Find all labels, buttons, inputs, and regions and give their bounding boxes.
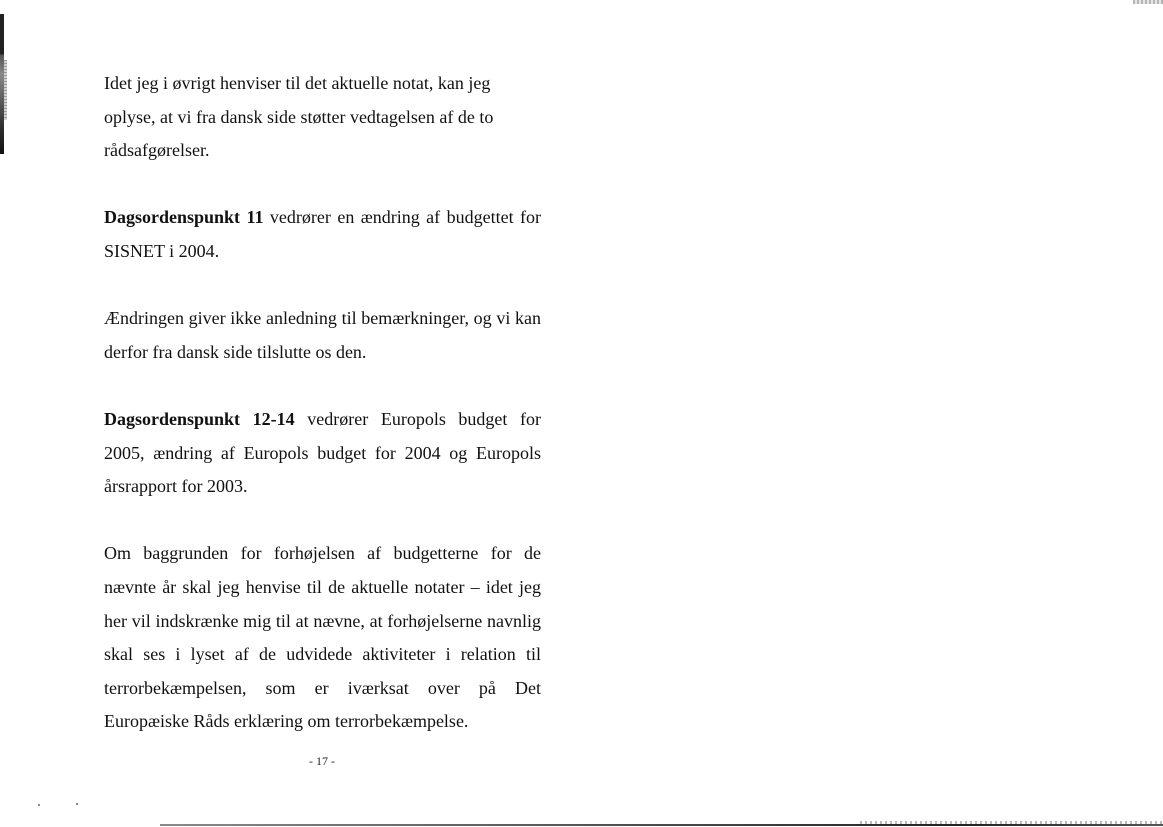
scan-bottom-line [160,824,1163,826]
paragraph-gap [104,369,541,403]
paragraph [104,201,541,268]
paragraph-text: Idet jeg i øvrigt henviser til det aktuelle notat, kan jeg oplyse, at vi fra dansk side støtter vedtagelsen af de to rådsafgørelser. [104,73,494,161]
paragraph [104,67,541,168]
page-number: - 17 - [309,754,335,768]
scan-corner-noise [1133,0,1163,4]
scan-speck [38,804,40,806]
paragraph-text: Ændringen giver ikke anledning til bemærkninger, og vi kan derfor fra dansk side tilslutte os den. [104,308,541,362]
agenda-item-label: Dagsordenspunkt 12-14 [104,408,295,429]
paragraph-gap [104,504,541,538]
scan-speck [76,803,78,805]
document-body [104,67,541,739]
agenda-item-label: Dagsordenspunkt 11 [104,207,264,228]
scan-bottom-noise [860,821,1163,824]
paragraph [104,302,541,369]
paragraph-text: vedrører Europols budget for 2005, ændring af Europols budget for 2004 og Europols årsrapport for 2003. [104,408,542,497]
paragraph [104,403,541,504]
paragraph-gap [104,168,541,202]
paragraph [104,537,541,739]
scan-edge-noise [4,60,7,120]
paragraph-gap [104,269,541,303]
paragraph-text: Om baggrunden for forhøjelsen af budgetterne for de nævnte år skal jeg henvise til de aktuelle notater – idet jeg her vil indskrænke mig til at nævne, at forhøjelserne navnlig skal ses i lyset af de udvidede aktiviteter i relation til terrorbekæmpelsen, som er iværksat over på Det Europæiske Råds erklæring om terrorbekæmpelse. [104,543,541,732]
paragraph-text: vedrører en ændring af budgettet for SISNET i 2004. [104,207,542,261]
